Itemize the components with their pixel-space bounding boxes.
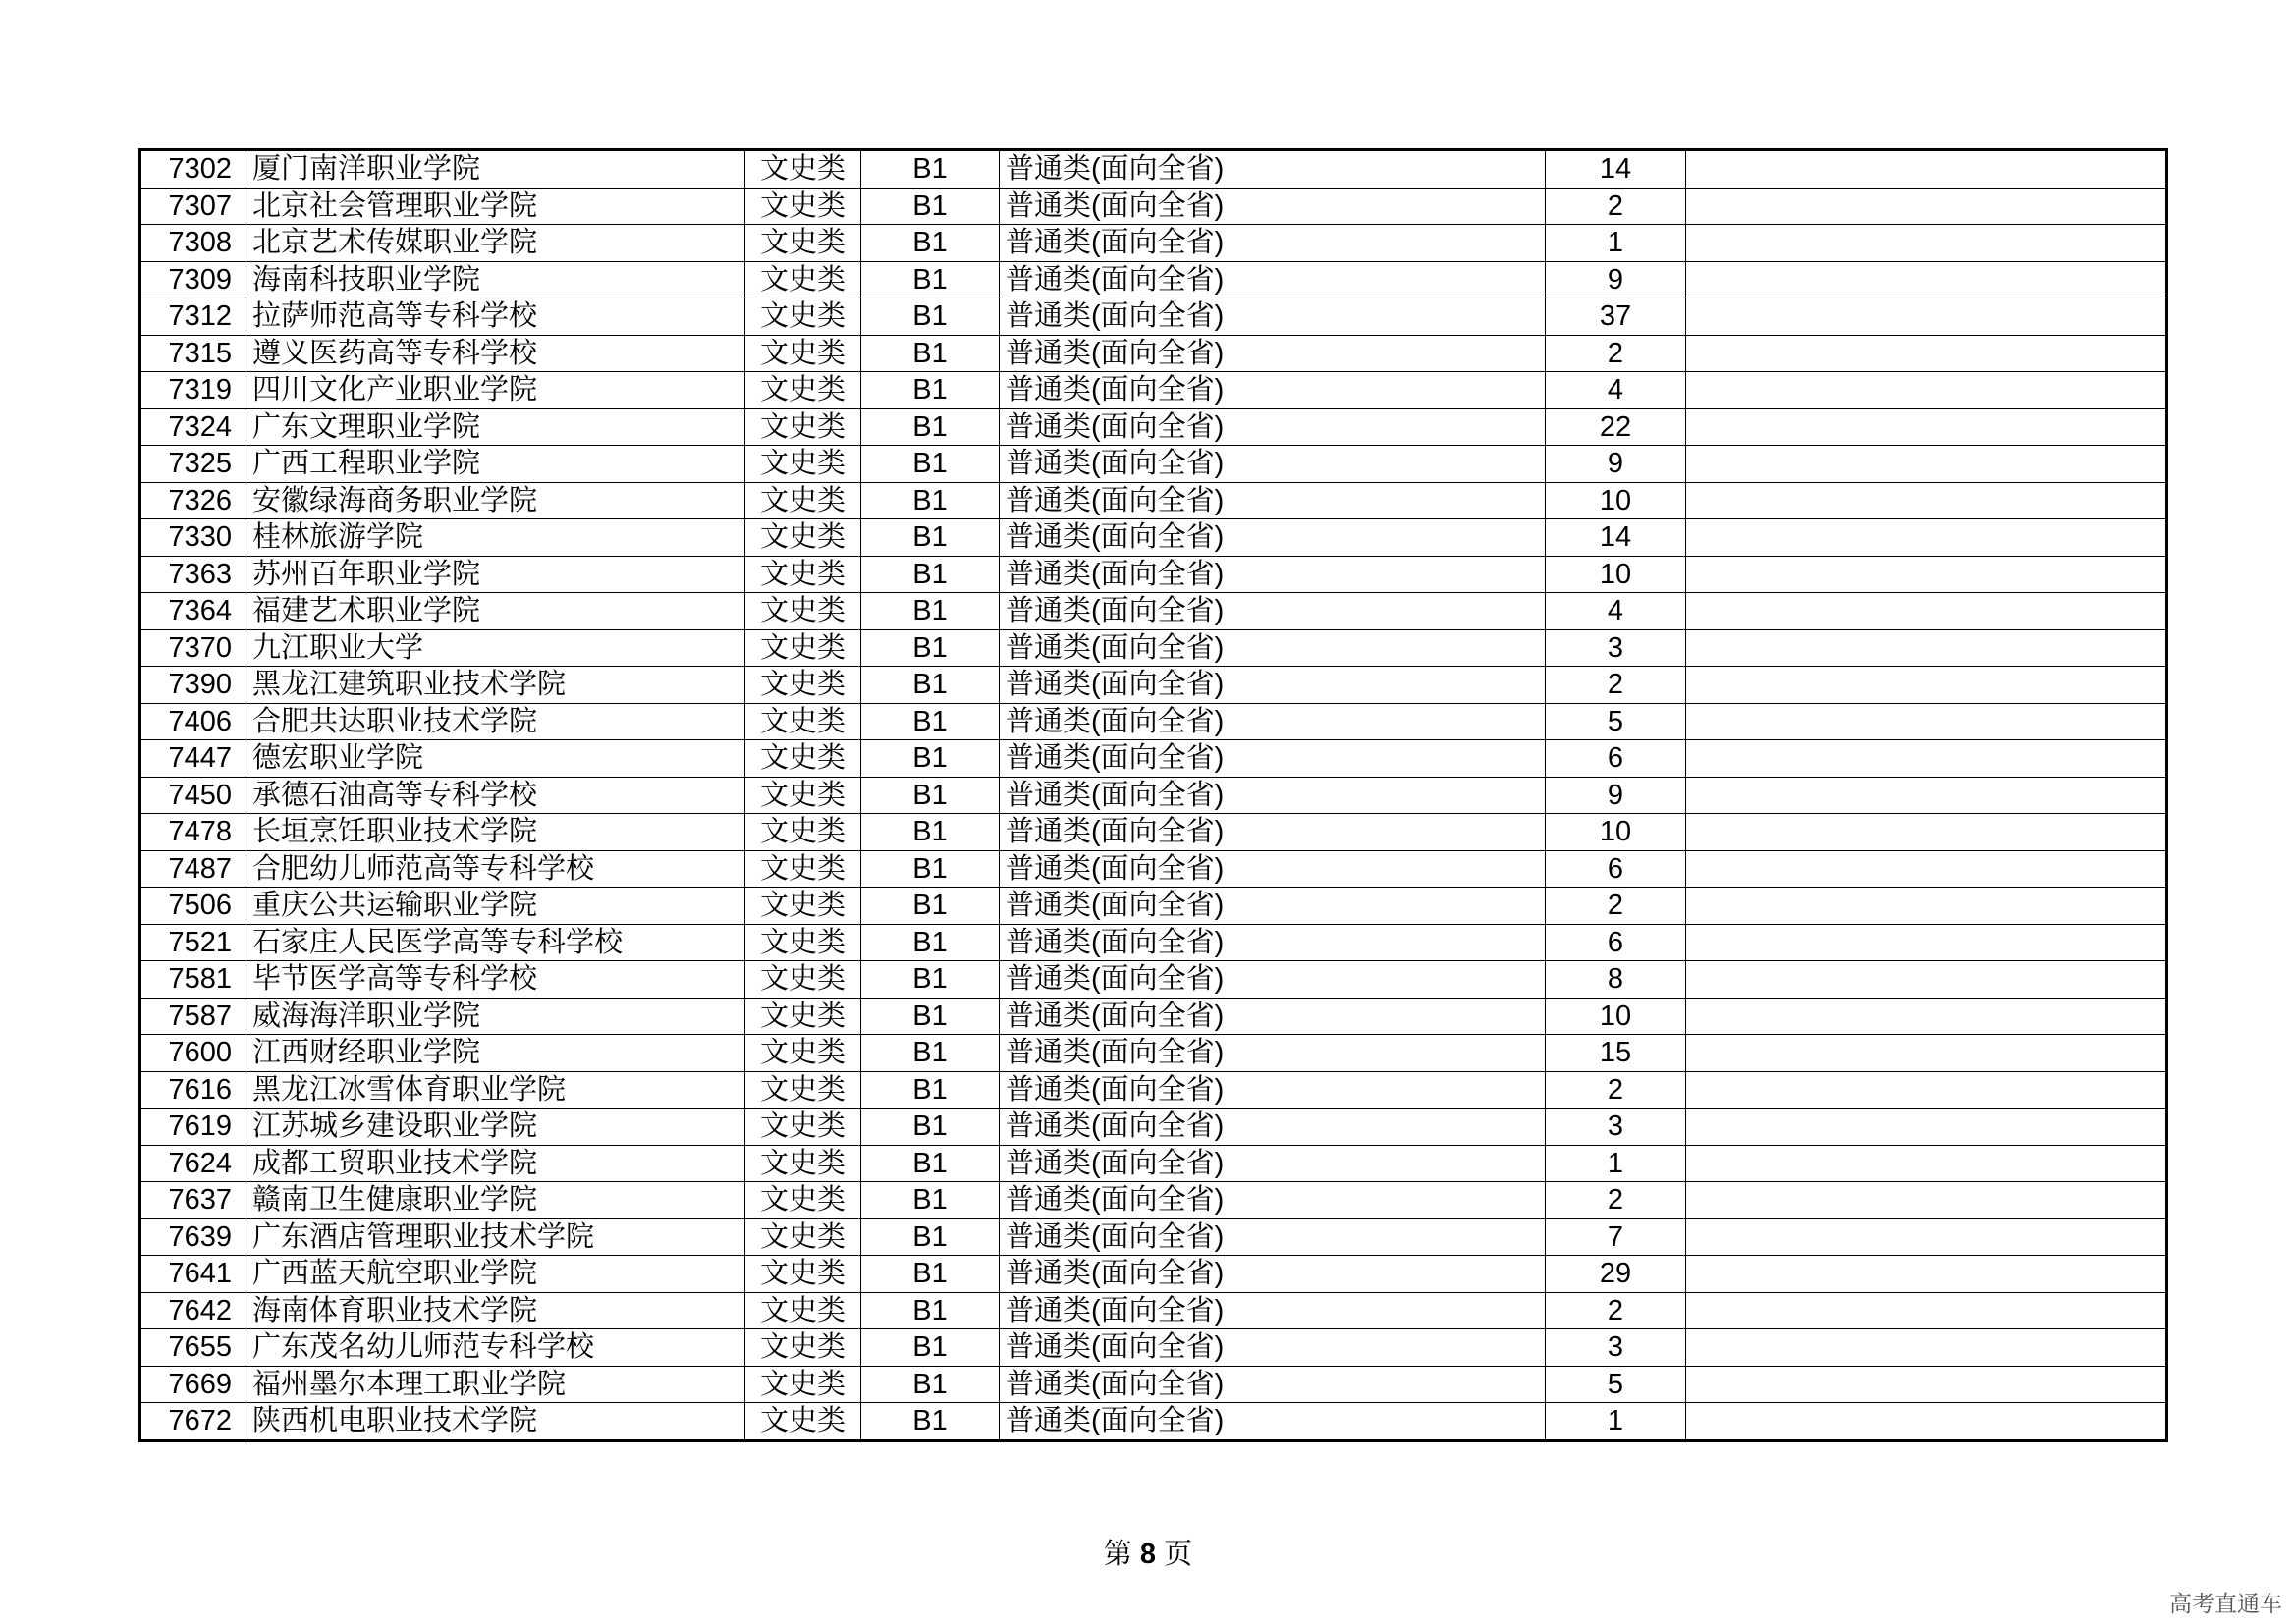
plan-count-cell: 8	[1546, 961, 1686, 999]
plan-count-cell: 3	[1546, 1109, 1686, 1146]
table-row	[140, 482, 2167, 519]
school-name-cell: 合肥共达职业技术学院	[246, 703, 745, 740]
batch-cell: B1	[861, 1109, 1000, 1146]
school-code-cell: 7326	[140, 482, 246, 519]
batch-cell: B1	[861, 850, 1000, 888]
table-row	[140, 1256, 2167, 1293]
batch-cell: B1	[861, 261, 1000, 298]
school-code-cell: 7521	[140, 924, 246, 961]
batch-cell: B1	[861, 1071, 1000, 1109]
school-name-cell: 合肥幼儿师范高等专科学校	[246, 850, 745, 888]
table-row	[140, 1329, 2167, 1367]
school-name-cell: 成都工贸职业技术学院	[246, 1145, 745, 1182]
plan-count-cell: 5	[1546, 1366, 1686, 1403]
plan-type-cell: 普通类(面向全省)	[1000, 519, 1546, 557]
school-name-cell: 桂林旅游学院	[246, 519, 745, 557]
school-code-cell: 7308	[140, 225, 246, 262]
school-name-cell: 北京社会管理职业学院	[246, 188, 745, 225]
table-row	[140, 850, 2167, 888]
school-name-cell: 江苏城乡建设职业学院	[246, 1109, 745, 1146]
plan-type-cell: 普通类(面向全省)	[1000, 998, 1546, 1035]
plan-count-cell: 6	[1546, 924, 1686, 961]
plan-count-cell: 22	[1546, 408, 1686, 446]
subject-category-cell: 文史类	[745, 1403, 861, 1441]
school-code-cell: 7506	[140, 888, 246, 925]
subject-category-cell: 文史类	[745, 593, 861, 630]
subject-category-cell: 文史类	[745, 188, 861, 225]
plan-type-cell: 普通类(面向全省)	[1000, 1292, 1546, 1329]
batch-cell: B1	[861, 188, 1000, 225]
table-row	[140, 519, 2167, 557]
remarks-cell	[1686, 446, 2167, 483]
school-name-cell: 陕西机电职业技术学院	[246, 1403, 745, 1441]
batch-cell: B1	[861, 519, 1000, 557]
plan-count-cell: 29	[1546, 1256, 1686, 1293]
school-name-cell: 赣南卫生健康职业学院	[246, 1182, 745, 1219]
plan-type-cell: 普通类(面向全省)	[1000, 593, 1546, 630]
plan-type-cell: 普通类(面向全省)	[1000, 740, 1546, 778]
plan-type-cell: 普通类(面向全省)	[1000, 1109, 1546, 1146]
plan-count-cell: 10	[1546, 556, 1686, 593]
remarks-cell	[1686, 335, 2167, 372]
remarks-cell	[1686, 1329, 2167, 1367]
school-name-cell: 广东茂名幼儿师范专科学校	[246, 1329, 745, 1367]
plan-count-cell: 2	[1546, 667, 1686, 704]
subject-category-cell: 文史类	[745, 335, 861, 372]
plan-count-cell: 37	[1546, 298, 1686, 336]
table-row	[140, 1366, 2167, 1403]
plan-type-cell: 普通类(面向全省)	[1000, 629, 1546, 667]
plan-count-cell: 14	[1546, 519, 1686, 557]
subject-category-cell: 文史类	[745, 446, 861, 483]
table-row	[140, 408, 2167, 446]
school-code-cell: 7619	[140, 1109, 246, 1146]
remarks-cell	[1686, 924, 2167, 961]
subject-category-cell: 文史类	[745, 924, 861, 961]
batch-cell: B1	[861, 1366, 1000, 1403]
table-row	[140, 446, 2167, 483]
school-code-cell: 7642	[140, 1292, 246, 1329]
plan-type-cell: 普通类(面向全省)	[1000, 814, 1546, 851]
batch-cell: B1	[861, 1403, 1000, 1441]
table-body	[140, 150, 2167, 1441]
school-name-cell: 广西蓝天航空职业学院	[246, 1256, 745, 1293]
school-code-cell: 7325	[140, 446, 246, 483]
school-name-cell: 广东酒店管理职业技术学院	[246, 1218, 745, 1256]
school-code-cell: 7302	[140, 150, 246, 189]
table-row	[140, 1071, 2167, 1109]
table-row	[140, 261, 2167, 298]
subject-category-cell: 文史类	[745, 1329, 861, 1367]
remarks-cell	[1686, 298, 2167, 336]
batch-cell: B1	[861, 961, 1000, 999]
school-name-cell: 苏州百年职业学院	[246, 556, 745, 593]
plan-type-cell: 普通类(面向全省)	[1000, 1071, 1546, 1109]
table-row	[140, 593, 2167, 630]
subject-category-cell: 文史类	[745, 556, 861, 593]
subject-category-cell: 文史类	[745, 150, 861, 189]
school-code-cell: 7487	[140, 850, 246, 888]
school-name-cell: 德宏职业学院	[246, 740, 745, 778]
school-code-cell: 7587	[140, 998, 246, 1035]
plan-type-cell: 普通类(面向全省)	[1000, 961, 1546, 999]
subject-category-cell: 文史类	[745, 814, 861, 851]
plan-type-cell: 普通类(面向全省)	[1000, 1366, 1546, 1403]
subject-category-cell: 文史类	[745, 1071, 861, 1109]
school-code-cell: 7307	[140, 188, 246, 225]
subject-category-cell: 文史类	[745, 703, 861, 740]
table-row	[140, 814, 2167, 851]
subject-category-cell: 文史类	[745, 1109, 861, 1146]
subject-category-cell: 文史类	[745, 777, 861, 814]
school-name-cell: 四川文化产业职业学院	[246, 372, 745, 409]
batch-cell: B1	[861, 408, 1000, 446]
plan-count-cell: 3	[1546, 629, 1686, 667]
subject-category-cell: 文史类	[745, 1035, 861, 1072]
school-code-cell: 7639	[140, 1218, 246, 1256]
table-row	[140, 667, 2167, 704]
plan-type-cell: 普通类(面向全省)	[1000, 703, 1546, 740]
plan-type-cell: 普通类(面向全省)	[1000, 1145, 1546, 1182]
subject-category-cell: 文史类	[745, 888, 861, 925]
plan-count-cell: 9	[1546, 777, 1686, 814]
school-name-cell: 广西工程职业学院	[246, 446, 745, 483]
table-row	[140, 777, 2167, 814]
subject-category-cell: 文史类	[745, 961, 861, 999]
subject-category-cell: 文史类	[745, 998, 861, 1035]
school-code-cell: 7324	[140, 408, 246, 446]
table-row	[140, 1292, 2167, 1329]
remarks-cell	[1686, 408, 2167, 446]
school-name-cell: 福州墨尔本理工职业学院	[246, 1366, 745, 1403]
school-code-cell: 7637	[140, 1182, 246, 1219]
table-row	[140, 1403, 2167, 1441]
school-code-cell: 7616	[140, 1071, 246, 1109]
batch-cell: B1	[861, 777, 1000, 814]
table-row	[140, 150, 2167, 189]
school-name-cell: 遵义医药高等专科学校	[246, 335, 745, 372]
plan-type-cell: 普通类(面向全省)	[1000, 1256, 1546, 1293]
remarks-cell	[1686, 667, 2167, 704]
school-code-cell: 7330	[140, 519, 246, 557]
batch-cell: B1	[861, 1256, 1000, 1293]
plan-type-cell: 普通类(面向全省)	[1000, 150, 1546, 189]
remarks-cell	[1686, 1403, 2167, 1441]
batch-cell: B1	[861, 703, 1000, 740]
subject-category-cell: 文史类	[745, 1256, 861, 1293]
school-name-cell: 拉萨师范高等专科学校	[246, 298, 745, 336]
subject-category-cell: 文史类	[745, 408, 861, 446]
watermark-text: 高考直通车	[2169, 1592, 2282, 1617]
subject-category-cell: 文史类	[745, 225, 861, 262]
plan-count-cell: 2	[1546, 1182, 1686, 1219]
remarks-cell	[1686, 519, 2167, 557]
school-name-cell: 广东文理职业学院	[246, 408, 745, 446]
school-code-cell: 7669	[140, 1366, 246, 1403]
school-name-cell: 安徽绿海商务职业学院	[246, 482, 745, 519]
school-code-cell: 7309	[140, 261, 246, 298]
school-code-cell: 7315	[140, 335, 246, 372]
school-name-cell: 长垣烹饪职业技术学院	[246, 814, 745, 851]
plan-type-cell: 普通类(面向全省)	[1000, 446, 1546, 483]
page-label-prefix: 第	[1103, 1539, 1132, 1570]
plan-count-cell: 3	[1546, 1329, 1686, 1367]
school-name-cell: 重庆公共运输职业学院	[246, 888, 745, 925]
school-code-cell: 7672	[140, 1403, 246, 1441]
plan-type-cell: 普通类(面向全省)	[1000, 225, 1546, 262]
batch-cell: B1	[861, 335, 1000, 372]
remarks-cell	[1686, 372, 2167, 409]
school-name-cell: 毕节医学高等专科学校	[246, 961, 745, 999]
batch-cell: B1	[861, 372, 1000, 409]
school-name-cell: 海南科技职业学院	[246, 261, 745, 298]
batch-cell: B1	[861, 814, 1000, 851]
school-code-cell: 7641	[140, 1256, 246, 1293]
page-footer	[0, 1532, 2296, 1572]
remarks-cell	[1686, 961, 2167, 999]
batch-cell: B1	[861, 924, 1000, 961]
table-row	[140, 225, 2167, 262]
plan-type-cell: 普通类(面向全省)	[1000, 335, 1546, 372]
school-code-cell: 7655	[140, 1329, 246, 1367]
plan-count-cell: 10	[1546, 814, 1686, 851]
school-code-cell: 7312	[140, 298, 246, 336]
batch-cell: B1	[861, 888, 1000, 925]
page-label-suffix: 页	[1164, 1539, 1193, 1570]
remarks-cell	[1686, 225, 2167, 262]
table-row	[140, 1218, 2167, 1256]
admission-plan-table	[138, 148, 2168, 1442]
school-name-cell: 九江职业大学	[246, 629, 745, 667]
batch-cell: B1	[861, 298, 1000, 336]
table-row	[140, 298, 2167, 336]
school-name-cell: 石家庄人民医学高等专科学校	[246, 924, 745, 961]
batch-cell: B1	[861, 998, 1000, 1035]
plan-count-cell: 4	[1546, 593, 1686, 630]
plan-type-cell: 普通类(面向全省)	[1000, 556, 1546, 593]
subject-category-cell: 文史类	[745, 1145, 861, 1182]
remarks-cell	[1686, 1218, 2167, 1256]
remarks-cell	[1686, 1145, 2167, 1182]
plan-count-cell: 10	[1546, 998, 1686, 1035]
batch-cell: B1	[861, 1218, 1000, 1256]
plan-type-cell: 普通类(面向全省)	[1000, 188, 1546, 225]
remarks-cell	[1686, 1292, 2167, 1329]
batch-cell: B1	[861, 482, 1000, 519]
remarks-cell	[1686, 1035, 2167, 1072]
table-row	[140, 924, 2167, 961]
batch-cell: B1	[861, 225, 1000, 262]
batch-cell: B1	[861, 1145, 1000, 1182]
plan-count-cell: 2	[1546, 1071, 1686, 1109]
school-name-cell: 厦门南洋职业学院	[246, 150, 745, 189]
plan-type-cell: 普通类(面向全省)	[1000, 372, 1546, 409]
plan-count-cell: 1	[1546, 1145, 1686, 1182]
remarks-cell	[1686, 888, 2167, 925]
remarks-cell	[1686, 1366, 2167, 1403]
plan-count-cell: 2	[1546, 1292, 1686, 1329]
plan-count-cell: 14	[1546, 150, 1686, 189]
batch-cell: B1	[861, 1182, 1000, 1219]
page-number: 8	[1139, 1539, 1157, 1570]
subject-category-cell: 文史类	[745, 850, 861, 888]
school-code-cell: 7600	[140, 1035, 246, 1072]
school-name-cell: 福建艺术职业学院	[246, 593, 745, 630]
plan-type-cell: 普通类(面向全省)	[1000, 1403, 1546, 1441]
school-code-cell: 7450	[140, 777, 246, 814]
batch-cell: B1	[861, 446, 1000, 483]
subject-category-cell: 文史类	[745, 372, 861, 409]
plan-type-cell: 普通类(面向全省)	[1000, 1182, 1546, 1219]
batch-cell: B1	[861, 150, 1000, 189]
table-row	[140, 188, 2167, 225]
school-name-cell: 黑龙江建筑职业技术学院	[246, 667, 745, 704]
school-code-cell: 7581	[140, 961, 246, 999]
school-code-cell: 7364	[140, 593, 246, 630]
plan-type-cell: 普通类(面向全省)	[1000, 888, 1546, 925]
plan-type-cell: 普通类(面向全省)	[1000, 482, 1546, 519]
plan-count-cell: 10	[1546, 482, 1686, 519]
remarks-cell	[1686, 556, 2167, 593]
subject-category-cell: 文史类	[745, 519, 861, 557]
plan-count-cell: 1	[1546, 225, 1686, 262]
remarks-cell	[1686, 998, 2167, 1035]
remarks-cell	[1686, 1256, 2167, 1293]
subject-category-cell: 文史类	[745, 740, 861, 778]
remarks-cell	[1686, 703, 2167, 740]
table-row	[140, 629, 2167, 667]
subject-category-cell: 文史类	[745, 482, 861, 519]
plan-type-cell: 普通类(面向全省)	[1000, 667, 1546, 704]
remarks-cell	[1686, 261, 2167, 298]
subject-category-cell: 文史类	[745, 1182, 861, 1219]
batch-cell: B1	[861, 629, 1000, 667]
remarks-cell	[1686, 1071, 2167, 1109]
batch-cell: B1	[861, 556, 1000, 593]
remarks-cell	[1686, 150, 2167, 189]
table-row	[140, 372, 2167, 409]
remarks-cell	[1686, 188, 2167, 225]
plan-type-cell: 普通类(面向全省)	[1000, 1329, 1546, 1367]
batch-cell: B1	[861, 593, 1000, 630]
plan-count-cell: 2	[1546, 188, 1686, 225]
subject-category-cell: 文史类	[745, 1218, 861, 1256]
subject-category-cell: 文史类	[745, 1292, 861, 1329]
table-row	[140, 556, 2167, 593]
plan-count-cell: 2	[1546, 335, 1686, 372]
school-name-cell: 江西财经职业学院	[246, 1035, 745, 1072]
batch-cell: B1	[861, 1292, 1000, 1329]
plan-count-cell: 9	[1546, 446, 1686, 483]
plan-type-cell: 普通类(面向全省)	[1000, 1035, 1546, 1072]
remarks-cell	[1686, 814, 2167, 851]
plan-count-cell: 4	[1546, 372, 1686, 409]
table-row	[140, 1182, 2167, 1219]
plan-type-cell: 普通类(面向全省)	[1000, 298, 1546, 336]
plan-type-cell: 普通类(面向全省)	[1000, 777, 1546, 814]
remarks-cell	[1686, 482, 2167, 519]
batch-cell: B1	[861, 667, 1000, 704]
plan-count-cell: 5	[1546, 703, 1686, 740]
batch-cell: B1	[861, 740, 1000, 778]
table-row	[140, 740, 2167, 778]
school-name-cell: 威海海洋职业学院	[246, 998, 745, 1035]
plan-count-cell: 6	[1546, 740, 1686, 778]
plan-type-cell: 普通类(面向全省)	[1000, 924, 1546, 961]
plan-count-cell: 7	[1546, 1218, 1686, 1256]
plan-type-cell: 普通类(面向全省)	[1000, 1218, 1546, 1256]
remarks-cell	[1686, 593, 2167, 630]
plan-type-cell: 普通类(面向全省)	[1000, 261, 1546, 298]
school-code-cell: 7447	[140, 740, 246, 778]
school-name-cell: 承德石油高等专科学校	[246, 777, 745, 814]
plan-count-cell: 6	[1546, 850, 1686, 888]
table-row	[140, 1145, 2167, 1182]
school-code-cell: 7624	[140, 1145, 246, 1182]
plan-count-cell: 9	[1546, 261, 1686, 298]
school-name-cell: 黑龙江冰雪体育职业学院	[246, 1071, 745, 1109]
table-row	[140, 1035, 2167, 1072]
table-row	[140, 335, 2167, 372]
batch-cell: B1	[861, 1329, 1000, 1367]
school-code-cell: 7363	[140, 556, 246, 593]
plan-type-cell: 普通类(面向全省)	[1000, 850, 1546, 888]
table-row	[140, 1109, 2167, 1146]
remarks-cell	[1686, 1109, 2167, 1146]
school-code-cell: 7370	[140, 629, 246, 667]
plan-type-cell: 普通类(面向全省)	[1000, 408, 1546, 446]
school-name-cell: 海南体育职业技术学院	[246, 1292, 745, 1329]
remarks-cell	[1686, 740, 2167, 778]
plan-count-cell: 1	[1546, 1403, 1686, 1441]
table-row	[140, 888, 2167, 925]
remarks-cell	[1686, 777, 2167, 814]
school-code-cell: 7390	[140, 667, 246, 704]
remarks-cell	[1686, 850, 2167, 888]
school-code-cell: 7319	[140, 372, 246, 409]
subject-category-cell: 文史类	[745, 1366, 861, 1403]
table-row	[140, 703, 2167, 740]
school-code-cell: 7478	[140, 814, 246, 851]
table-row	[140, 961, 2167, 999]
subject-category-cell: 文史类	[745, 629, 861, 667]
subject-category-cell: 文史类	[745, 667, 861, 704]
plan-count-cell: 2	[1546, 888, 1686, 925]
subject-category-cell: 文史类	[745, 261, 861, 298]
subject-category-cell: 文史类	[745, 298, 861, 336]
remarks-cell	[1686, 629, 2167, 667]
batch-cell: B1	[861, 1035, 1000, 1072]
remarks-cell	[1686, 1182, 2167, 1219]
plan-count-cell: 15	[1546, 1035, 1686, 1072]
school-name-cell: 北京艺术传媒职业学院	[246, 225, 745, 262]
table-row	[140, 998, 2167, 1035]
school-code-cell: 7406	[140, 703, 246, 740]
